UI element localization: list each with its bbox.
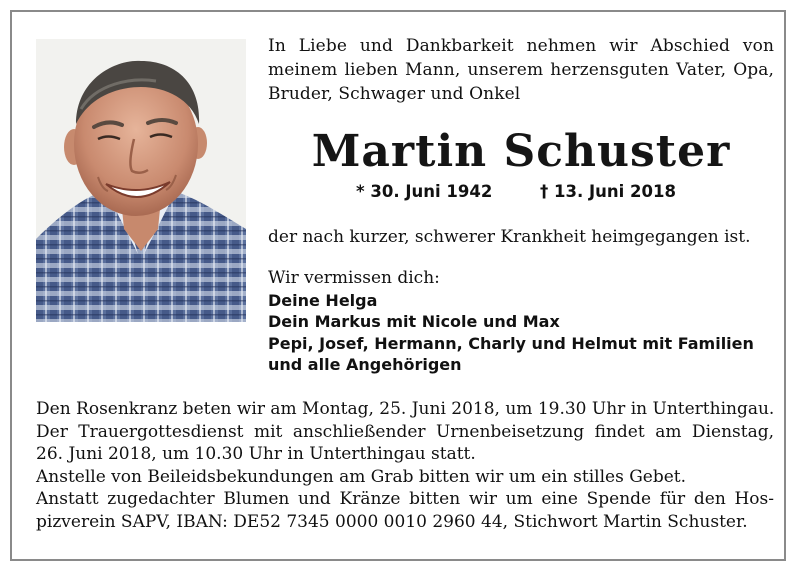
intro-line: In Liebe und Dankbarkeit nehmen wir Abschied von: [268, 36, 774, 56]
intro-text: [268, 34, 774, 106]
mourner-line: Dein Markus mit Nicole und Max: [268, 312, 560, 331]
intro-line: Bruder, Schwager und Onkel: [268, 84, 521, 104]
note-line: pizverein SAPV, IBAN: DE52 7345 0000 0010 2960 44, Stichwort Martin Schuster.: [36, 511, 748, 532]
death-date: † 13. Juni 2018: [540, 182, 676, 201]
note-line: Anstelle von Beileidsbekundungen am Grab bitten wir um ein stilles Gebet.: [36, 466, 687, 487]
note-line: Der Trauergottesdienst mit anschließender Urnenbeisetzung findet am Dienstag,: [36, 421, 774, 442]
miss-intro: Wir vermissen dich:: [268, 268, 440, 288]
passing-statement: der nach kurzer, schwerer Krankheit heimgegangen ist.: [268, 227, 751, 247]
mourner-line: und alle Angehörigen: [268, 355, 462, 374]
birth-date: * 30. Juni 1942: [356, 182, 493, 201]
deceased-name: Martin Schuster: [311, 126, 731, 177]
mourners-block: [268, 268, 788, 376]
note-line: Den Rosenkranz beten wir am Montag, 25. Juni 2018, um 19.30 Uhr in Unterthingau.: [36, 399, 775, 419]
note-line: Anstatt zugedachter Blumen und Kränze bitten wir um eine Spende für den Hos-: [36, 489, 774, 509]
mourner-line: Deine Helga: [268, 290, 378, 310]
portrait-photo: [36, 39, 246, 322]
note-line: 26. Juni 2018, um 10.30 Uhr in Unterthingau statt.: [36, 444, 476, 464]
mourner-line: Pepi, Josef, Hermann, Charly und Helmut mit Familien: [268, 333, 754, 353]
obituary-card: [10, 10, 786, 561]
intro-line: meinem lieben Mann, unserem herzensguten Vater, Opa,: [268, 60, 774, 80]
service-notes: [36, 398, 774, 533]
portrait-illustration: [36, 39, 246, 322]
